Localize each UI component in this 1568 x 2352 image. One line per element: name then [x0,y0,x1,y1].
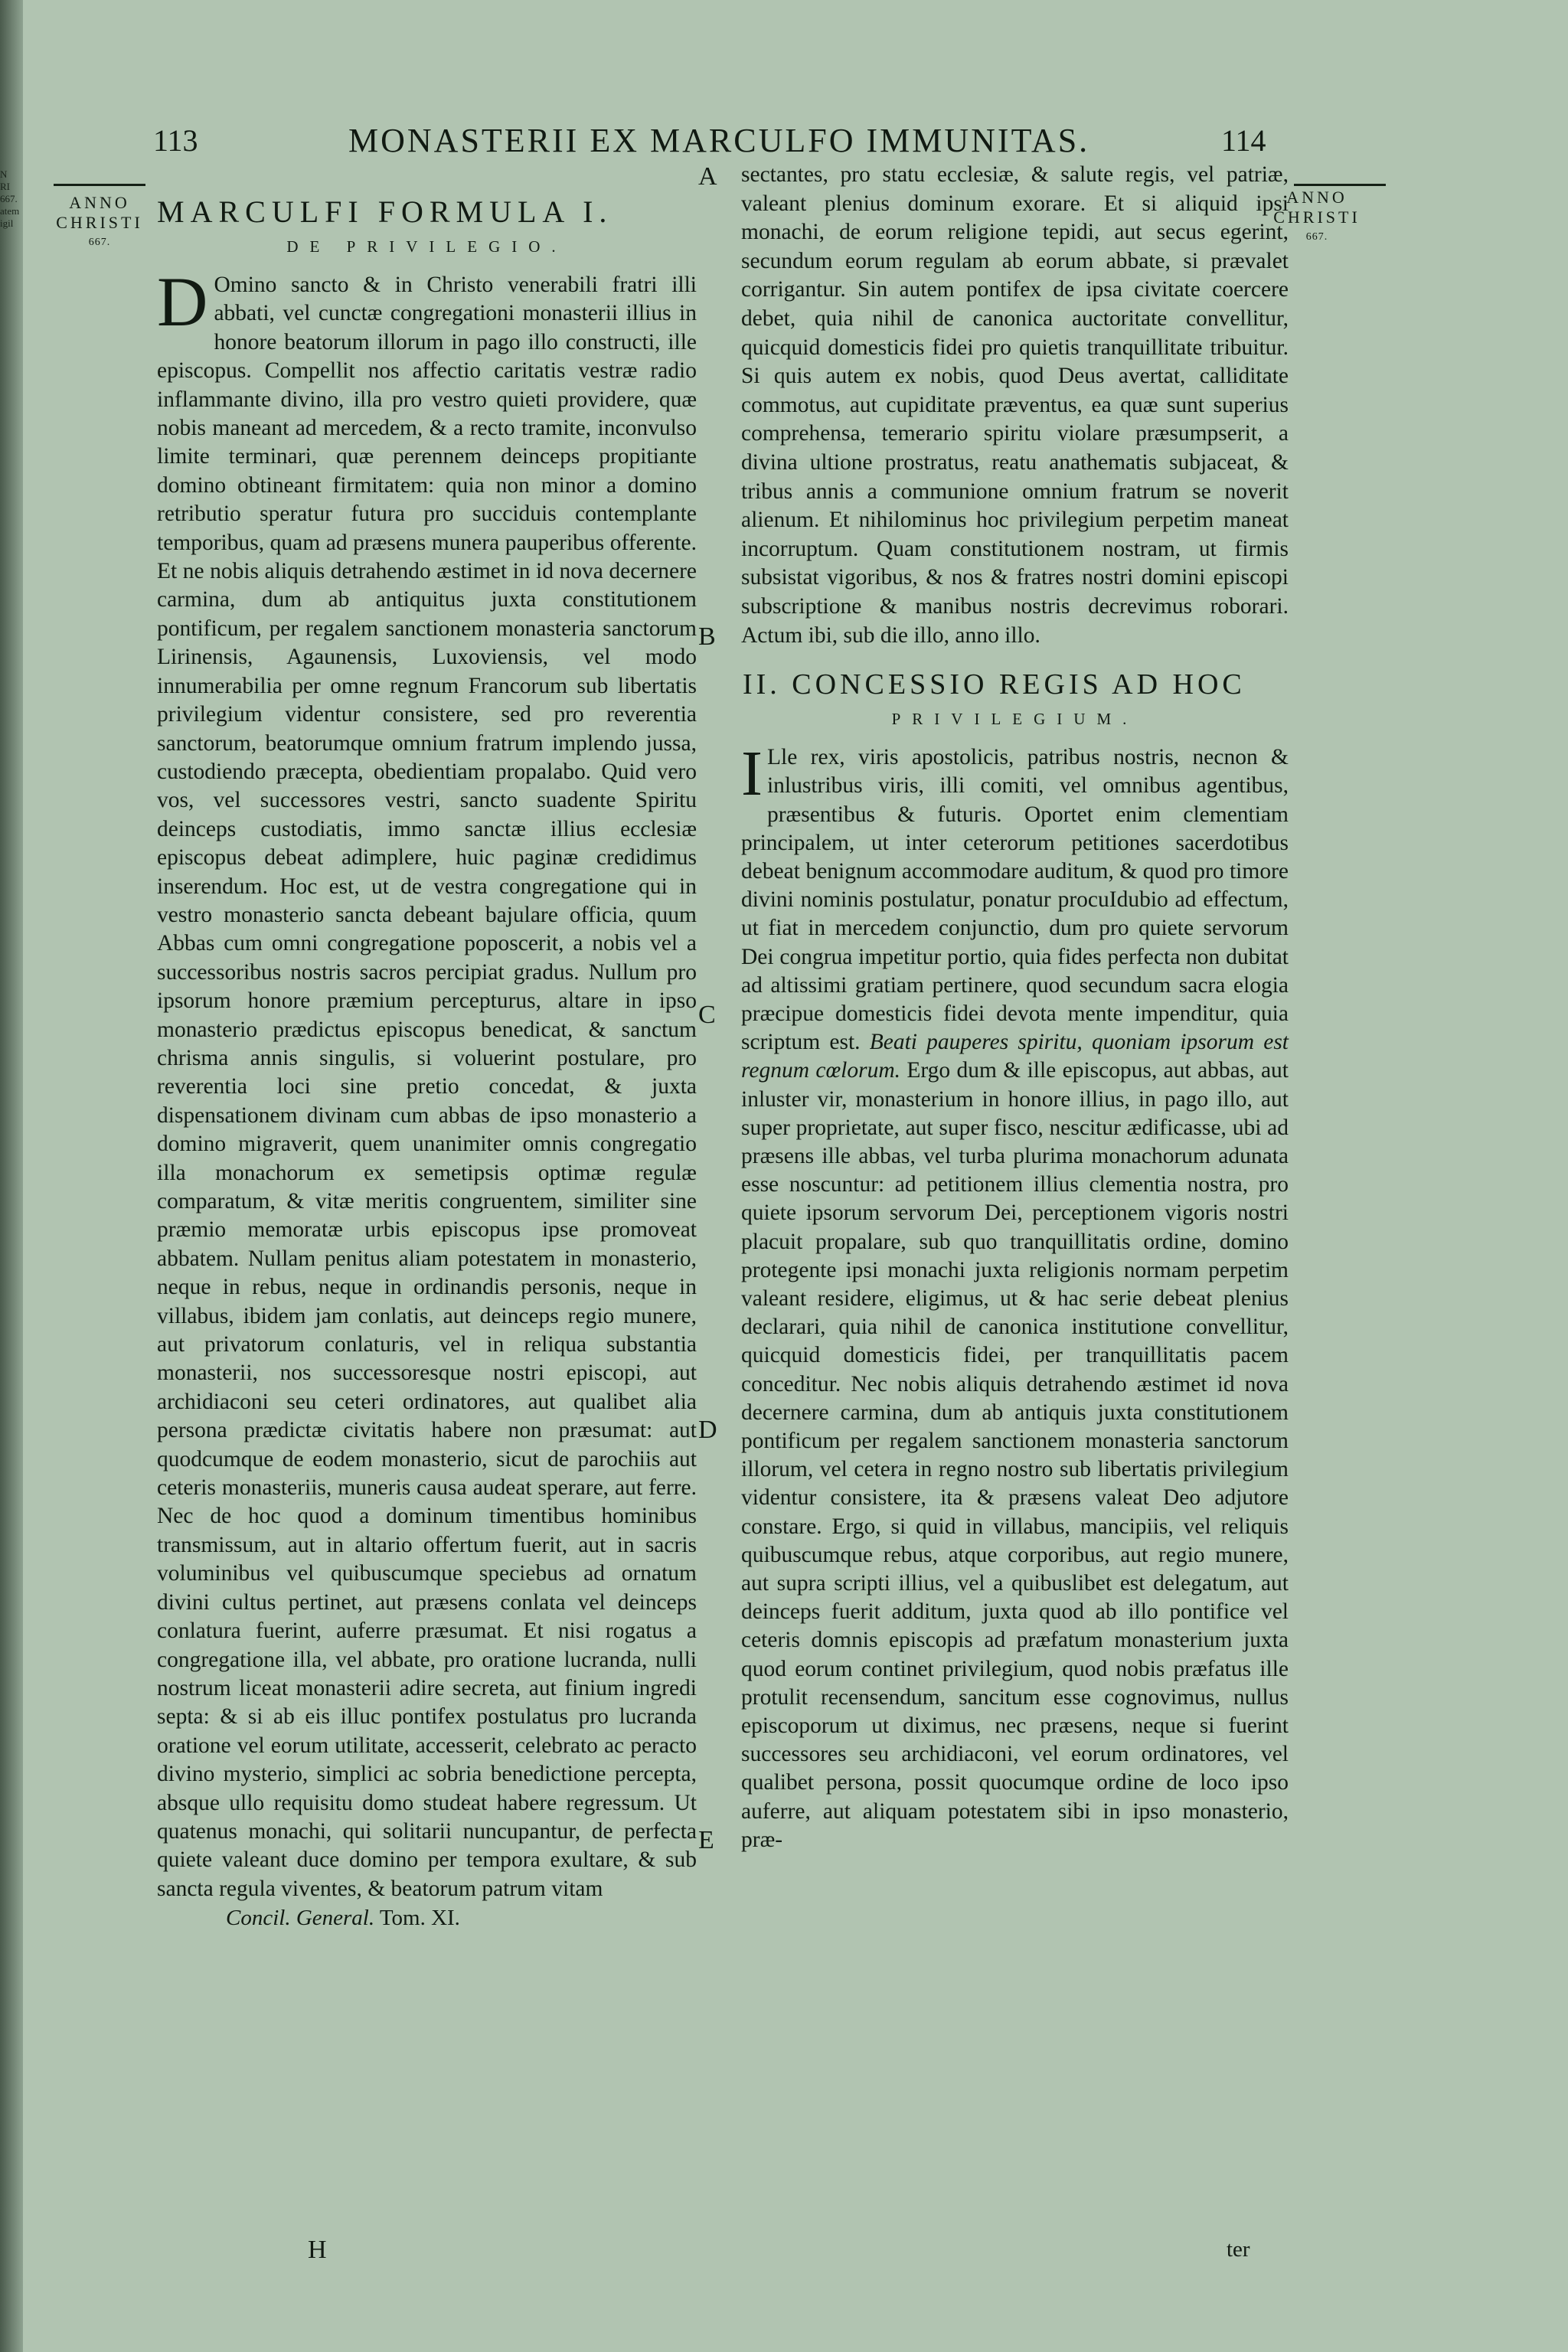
footnote-source [157,1903,697,1932]
anno-label: ANNO [1286,188,1348,207]
beati-quote: Beati pauperes spiritu, quoniam ipsorum est regnum cœlorum. [741,1030,1289,1083]
margin-marker: E [698,1826,714,1854]
spine-margin-notes [0,168,20,230]
concessio-text-part1: Lle rex, viris apostolicis, patribus nostris, necnon & inlustribus viris, illi comiti, vel omnibus agentibus, præsentibus & futuris. Oportet enim clementiam principalem, ut inter ceterorum petitiones sacerdotibus debeat benignum accommodare auditum, & quod pro timore divini nominis postulatur, ponatur procuIdubio ad effectum, ut fiat in mercedem conjunctio, dum pro quiete servorum Dei congrua impetitur portio, quia fides perfecta non dubitat ad altissimi gratiam pertinere, quod secundum sacra elogia præcipue domesticis fidei devota mente impenditur, quia scriptum est. [741,745,1289,1055]
spine-note: N [0,168,8,180]
running-title: MONASTERII EX MARCULFO IMMUNITAS. [348,122,1090,159]
margin-marker: C [698,1001,716,1029]
footnote-italic: Concil. General. [226,1906,375,1931]
formula-heading: MARCULFI FORMULA I. [157,194,613,229]
concessio-subheading: PRIVILEGIUM. [891,710,1138,729]
margin-rule-right [1294,184,1386,186]
margin-rule-left [54,184,145,186]
page-number-right: 114 [1221,123,1266,158]
concessio-text-part2: Ergo dum & ille episcopus, aut abbas, aut inluster vir, monasterium in honore illius, in pago illo, aut super proprietate, aut super fisco, nescitur ædificasse, ubi ad præsens ille abbas, vel turba plurima monachorum adunata esse noscuntur: ad petitionem illius clementia nostra, pro quiete ipsorum servorum Dei, perceptionem vigoris nostri placuit propalare, sub quo tranquillitatis ordine, domino protegente ipsi monachi juxta religionis normam perpetim valeant residere, eligimus, ut & hac serie debeat plenius declarari, quia nihil de canonica institutione convellitur, quicquid domesticis fidei, per tranquillitatis pacem conceditur. Nec nobis aliquis detrahendo æstimet id nova decernere carmina, dum ab antiquis juxta constitutionem pontificum per regalem sanctionem monasteria sanctorum illorum, vel cetera in regno nostro sub libertatis privilegium videntur consistere, ita & præsens valeat Deo adjutore constare. Ergo, si quid in villabus, mancipiis, vel reliquis quibuscumque rebus, atque corporibus, aut regio munere, aut supra scripti illius, vel a quibuslibet est delegatum, aut deinceps fuerit additum, juxta quod ab illo pontifice vel ceteris domnis episcopis ad præfatum monasterium juxta quod eorum continet privilegium, quod nobis præfatus ille protulit recensendum, sancitum esse cognovimus, nullus episcoporum ut diximus, nec præsens, neque si fuerint successores seu archidiaconi, vel eorum ordinatores, vel qualibet persona, possit quocumque ordine de loco ipso auferre, aut aliquam potestatem sibi in ipso monasterio, præ- [741,1058,1289,1852]
signature-mark: H [308,2236,327,2264]
concessio-text [741,738,1289,1854]
christi-label: CHRISTI [1273,207,1361,227]
anno-year: 667. [88,237,111,248]
formula-text-continued: sectantes, pro statu ecclesiæ, & salute regis, vel patriæ, valeant plenius dominum exorare. Et si aliquid ipsi monachi, de eorum religione tepidi, aut secus egerint, secundum eorum regulam ab eorum abbate, si prævalet corrigantur. Sin autem pontifex de ipsa civitate coercere debet, quia nihil de canonica auctoritate convellitur, quicquid domesticis fidei pro quietis tranquillitate tribuitur. Si quis autem ex nobis, quod Deus avertat, calliditate commotus, aut cupiditate præventus, ea quæ sunt superius comprehensa, temerario spiritu violare præsumpserit, a divina ultione prostratus, reatu anathematis subjaceat, & tribus annis a communione omnium fratrum se noverit alienum. Et nihilominus hoc privilegium perpetim maneat incorruptum. Quam constitutionem nostram, ut firmis subsistat vigoribus, & nos & fratres nostri domini episcopi subscriptione & manibus nostris decrevimus roborari. Actum ibi, sub die illo, anno illo. [741,162,1289,648]
right-column [741,161,1289,1854]
concessio-body [741,738,1289,1854]
spine-note: atem [0,205,20,217]
margin-marker: D [698,1416,717,1444]
spine-note: 667. [0,193,18,204]
footnote-rest: Tom. XI. [374,1906,460,1931]
christi-label: CHRISTI [56,213,143,232]
anno-label: ANNO [69,193,130,212]
anno-year: 667. [1305,231,1328,243]
page-number-left: 113 [153,123,198,158]
margin-marker: A [698,162,717,191]
spine-note: igil [0,217,14,229]
anno-christi-left [46,193,153,253]
drop-cap: D [157,263,208,341]
left-column [157,191,697,1932]
concessio-heading: II. CONCESSIO REGIS AD HOC [743,668,1246,701]
formula-subheading: DE PRIVILEGIO. [286,237,567,256]
formula-text: Omino sancto & in Christo venerabili fratri illi abbati, vel cunctæ congregationi monasterii illius in honore beatorum illorum in pago illo constructi, ille episcopus. Compellit nos affectio caritatis vestræ radio inflammante divino, illa pro vestro quieti providere, quæ nobis maneant ad mercedem, & a recto tramite, inconvulso limite terminari, quæ perennem deinceps propitiante domino obtineant firmitatem: quia non minor a domino retributio speratur futura pro succiduis contemplante temporibus, quam ad præsens munera pauperibus offerente. Et ne nobis aliquis detrahendo æstimet in id nova decernere carmina, dum ab antiquitus juxta constitutionem pontificum, per regalem sanctionem monasteria sanctorum Lirinensis, Agaunensis, Luxoviensis, vel modo innumerabilia per omne regnum Francorum sub libertatis privilegium videntur consistere, sed pro reverentia sanctorum, beatorumque omnium fratrum implendo jussa, custodiendo præcepta, obedientiam propalabo. Quid vero vos, vel successores vestri, sancto suadente Spiritu deinceps custodiatis, immo sanctæ illius ecclesiæ episcopus debeat adimplere, huic paginæ credidimus inserendum. Hoc est, ut de vestra congregatione qui in vestro monasterio sancta debeant bajulare officia, quum Abbas cum omni congregatione poposcerit, a nobis vel a successoribus nostris sacros percipiat gradus. Nullum pro ipsorum honore præmium percepturus, altare in ipso monasterio prædictus episcopus benedicat, & sanctum chrisma annis singulis, si voluerint postulare, pro reverentia loci sine pretio concedat, & juxta dispensationem divinam cum abbas de ipso monasterio a domino migraverit, quem unanimiter omnis congregatio illa monachorum ex semetipsis optimæ regulæ comparatum, & vitæ meritis congruentem, similiter sine præmio memoratæ urbis episcopus ipse promoveat abbatem. Nullam penitus aliam potestatem in monasterio, neque in rebus, neque in ordinandis personis, neque in villabus, ibidem jam conlatis, aut deinceps regio munere, aut privatorum conlaturis, vel in reliqua substantia monasterii, nos successoresque nostri episcopi, aut archidiaconi seu ceteri ordinatores, aut qualibet alia persona prædictæ civitatis habere non præsumat: aut quodcumque de eodem monasterio, sicut de parochiis aut ceteris monasteriis, muneris causa audeat sperare, aut ferre. Nec de hoc quod a dominum timentibus hominibus transmissum, aut in altario offertum fuerit, aut in sacris voluminibus vel quibuscumque speciebus ad ornatum divini cultus pertinet, aut præsens conlata vel deinceps conlatura fuerint, auferre præsumat. Et nisi rogatus a congregatione illa, vel abbate, pro oratione lucranda, nulli nostrum liceat monasterii adire secreta, aut finium ingredi septa: & si ab eis illuc pontifex postulatus pro lucranda oratione vel eorum utilitate, accesserit, celebrato ac peracto divino mysterio, simplici ac sobria benedictione percepta, absque ullo requisitu domo studeat habere regressum. Ut quatenus monachi, qui solitarii nuncupantur, de perfecta quiete valeant duce domino per tempora exultare, & sub sancta regula viventes, & beatorum patrum vitam [157,273,697,1901]
book-spine-gutter [0,0,23,2352]
drop-cap: I [741,738,763,810]
margin-marker: B [698,622,716,651]
formula-body [157,263,697,1903]
spine-note: RI [0,181,10,192]
catchword: ter [1227,2237,1250,2262]
